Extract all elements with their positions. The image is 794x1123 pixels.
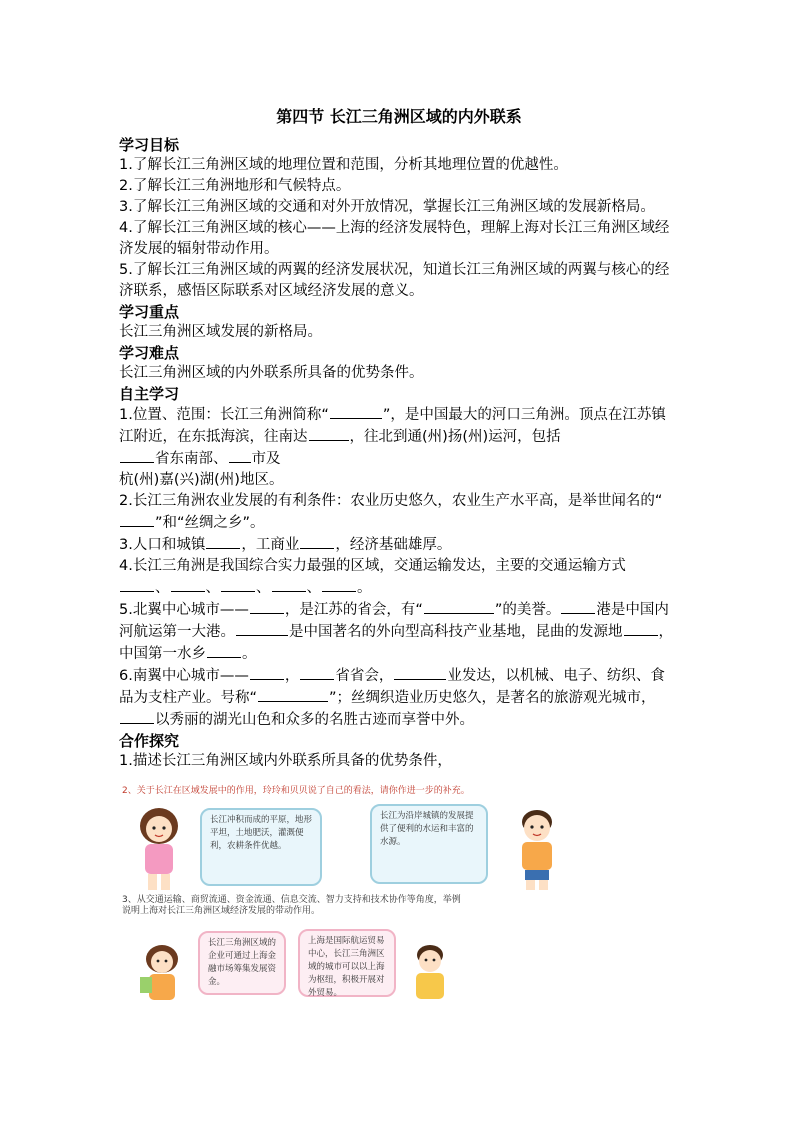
- goals-heading: 学习目标: [119, 136, 180, 154]
- goal-item: 3.了解长江三角洲区域的交通和对外开放情况，掌握长江三角洲区域的发展新格局。: [119, 199, 655, 215]
- goal-item: 2.了解长江三角洲地形和气候特点。: [119, 178, 351, 194]
- girl-illustration: [136, 943, 188, 1003]
- boy-illustration: [506, 804, 568, 892]
- question-1: 1.位置、范围：长江三角洲简称“ ”，是中国最大的河口三角洲。顶点在江苏镇江附近，在东抵海滨，往南达 ，往北到通(州)扬(州)运河，包括 省东南部、 市及 杭(州)嘉(兴)湖(州)地区。: [119, 404, 679, 491]
- speech-bubble-right: 长江为沿岸城镇的发展提供了便利的水运和丰富的水源。: [370, 804, 488, 884]
- answer-blank[interactable]: [206, 534, 240, 549]
- difficult-heading: 学习难点: [119, 344, 180, 362]
- key-text: 长江三角洲区域发展的新格局。: [119, 324, 322, 340]
- goal-item: 1.了解长江三角洲区域的地理位置和范围，分析其地理位置的优越性。: [119, 157, 568, 173]
- question-3: 3.人口和城镇 ，工商业 ，经济基础雄厚。: [119, 534, 679, 556]
- answer-blank[interactable]: [258, 687, 328, 702]
- answer-blank[interactable]: [394, 665, 446, 680]
- answer-blank[interactable]: [561, 599, 595, 614]
- answer-blank[interactable]: [221, 577, 255, 592]
- answer-blank[interactable]: [250, 599, 284, 614]
- answer-blank[interactable]: [300, 534, 334, 549]
- answer-blank[interactable]: [300, 665, 334, 680]
- goal-item: 4.了解长江三角洲区域的核心——上海的经济发展特色，理解上海对长江三角洲区域经济发展的辐射带动作用。: [119, 220, 670, 257]
- answer-blank[interactable]: [171, 577, 205, 592]
- worksheet: [119, 100, 679, 772]
- question-4: 4.长江三角洲是我国综合实力最强的区域，交通运输发达，主要的交通运输方式 、 、 、 、 。: [119, 558, 626, 596]
- answer-blank[interactable]: [229, 448, 251, 463]
- goal-item: 5.了解长江三角洲区域的两翼的经济发展状况，知道长江三角洲区域的两翼与核心的经济联系，感悟区际联系对区域经济发展的意义。: [119, 262, 670, 299]
- answer-blank[interactable]: [236, 621, 288, 636]
- answer-blank[interactable]: [250, 665, 284, 680]
- answer-blank[interactable]: [624, 621, 658, 636]
- answer-blank[interactable]: [120, 512, 154, 527]
- textbook-figure-1: [122, 784, 578, 892]
- answer-blank[interactable]: [120, 577, 154, 592]
- answer-blank[interactable]: [424, 599, 494, 614]
- question-5: 5.北翼中心城市—— ，是江苏的省会，有“ ”的美誉。 港是中国内河航运第一大港。 是中国著名的外向型高科技产业基地，昆曲的发源地 ，中国第一水乡 。: [119, 599, 679, 665]
- page-title: 第四节 长江三角洲区域的内外联系: [276, 107, 522, 126]
- speech-bubble-left: 长江三角洲区域的企业可通过上海金融市场筹集发展资金。: [198, 931, 286, 995]
- textbook-figure-2: [122, 893, 462, 1003]
- difficult-text: 长江三角洲区域的内外联系所具备的优势条件。: [119, 365, 424, 381]
- girl-illustration: [128, 804, 190, 892]
- answer-blank[interactable]: [120, 448, 154, 463]
- coop-question-1: 1.描述长江三角洲区域内外联系所具备的优势条件，: [119, 753, 452, 769]
- answer-blank[interactable]: [309, 426, 349, 441]
- answer-blank[interactable]: [322, 577, 356, 592]
- answer-blank[interactable]: [330, 404, 382, 419]
- answer-blank[interactable]: [207, 643, 241, 658]
- speech-bubble-right: 上海是国际航运贸易中心，长江三角洲区域的城市可以以上海为枢纽，积极开展对外贸易。: [298, 929, 396, 997]
- answer-blank[interactable]: [272, 577, 306, 592]
- key-heading: 学习重点: [119, 303, 180, 321]
- figure-2-caption: 3、从交通运输、商贸流通、资金流通、信息交流、智力支持和技术协作等角度，举例说明上海对长江三角洲区域经济发展的带动作用。: [122, 895, 461, 916]
- question-2: 2.长江三角洲农业发展的有利条件：农业历史悠久，农业生产水平高，是举世闻名的“”和“丝绸之乡”。: [119, 493, 663, 531]
- coop-heading: 合作探究: [119, 732, 180, 750]
- self-study-heading: 自主学习: [119, 385, 180, 403]
- boy-illustration: [404, 943, 456, 1003]
- speech-bubble-left: 长江冲积而成的平原，地形平坦，土地肥沃，灌溉便利，农耕条件优越。: [200, 808, 322, 886]
- answer-blank[interactable]: [120, 709, 154, 724]
- figure-1-caption: 2、关于长江在区域发展中的作用，玲玲和贝贝说了自己的看法，请你作进一步的补充。: [122, 786, 470, 796]
- question-6: 6.南翼中心城市—— ， 省省会， 业发达，以机械、电子、纺织、食品为支柱产业。号称“ ”；丝绸织造业历史悠久，是著名的旅游观光城市，以秀丽的湖光山色和众多的名胜古迹而享誉中外。: [119, 665, 679, 731]
